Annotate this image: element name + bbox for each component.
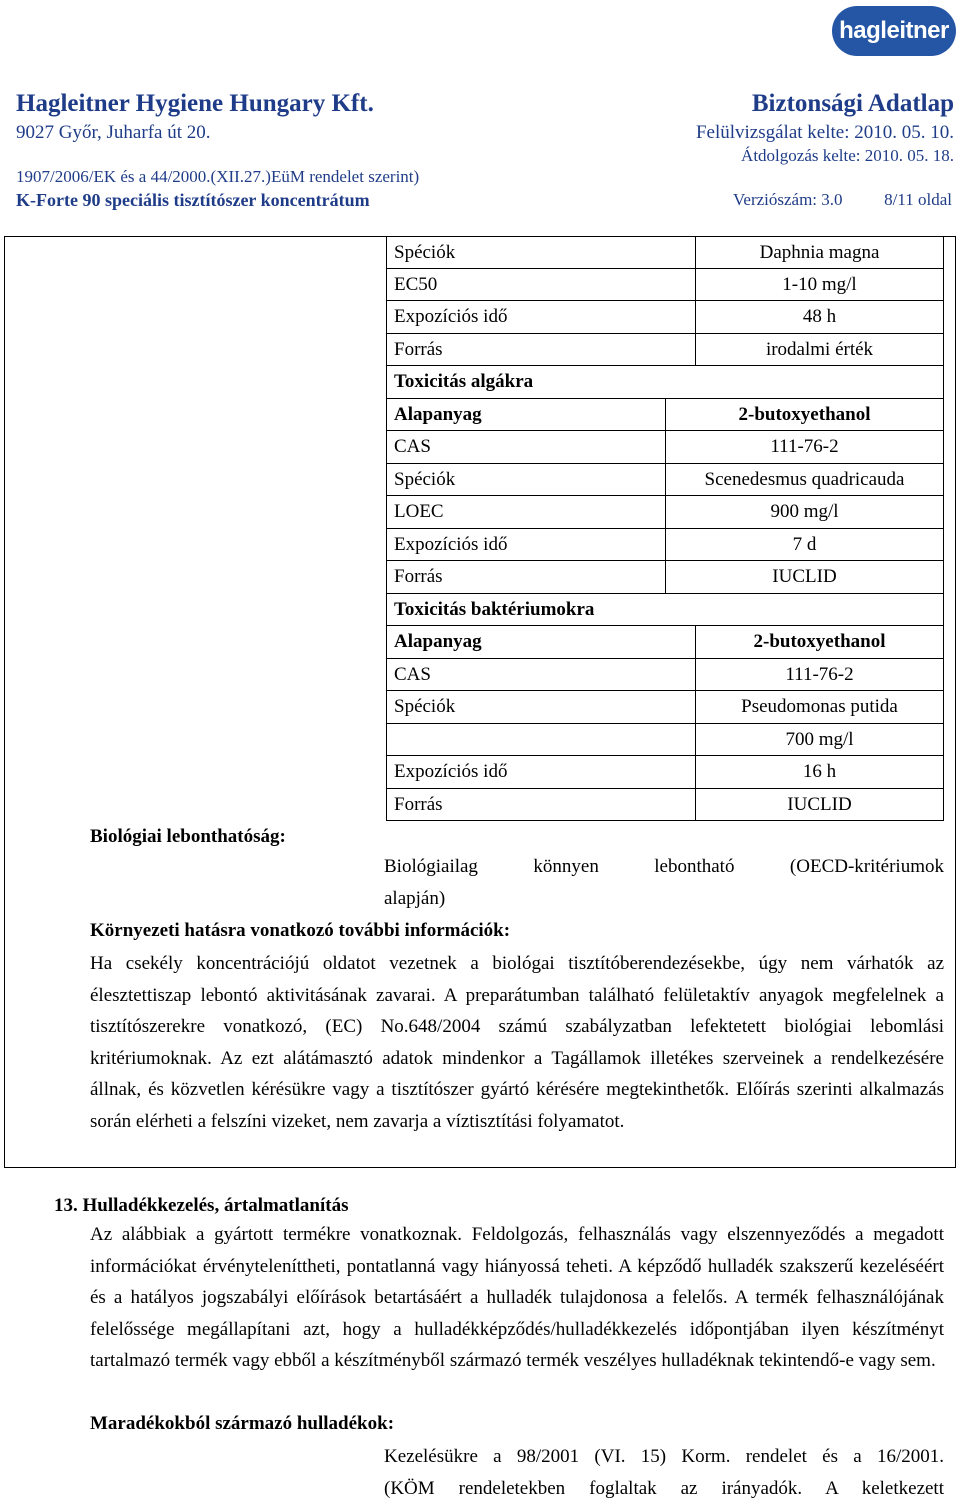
row-key: Forrás xyxy=(394,793,443,815)
row-value: IUCLID xyxy=(665,561,943,593)
environmental-info-text: Ha csekély koncentrációjú oldatot vezetnek a biológai tisztítóberendezésekbe, úgy nem várhatók az élesztettiszap lebontó aktivitásának zavarai. A preparátumban található felületaktív anyagok megfelelnek a tisztítószerekre vonatkozó, (EC) No.648/2004 számú szabályzatban lefektetett biológiai lebomlási kritériumoknak. Az ezt alátámasztó adatok mindenkor a Tagállamok illetékes szerveinek a rendelkezésére állnak, és közvetlen kérésükre vagy a tisztítószer gyártó kérésére megtekinthetők. Előírás szerinti alkalmazás során elérheti a felszíni vizeket, nem zavarja a víztisztítási folyamatot. xyxy=(90,953,944,1132)
row-value: irodalmi érték xyxy=(695,334,943,366)
product-name: K-Forte 90 speciális tisztítószer koncentrátum xyxy=(16,190,370,210)
row-key: Spéciók xyxy=(394,468,456,490)
environmental-info-label: Környezeti hatásra vonatkozó további információk: xyxy=(90,920,511,941)
table-row xyxy=(386,236,944,269)
table-row xyxy=(386,431,944,464)
row-value: 111-76-2 xyxy=(665,431,943,463)
row-value: 2-butoxyethanol xyxy=(695,626,943,658)
row-key: Spéciók xyxy=(394,242,456,263)
row-value: 900 mg/l xyxy=(665,496,943,528)
biodegradability-text-line1: Biológiailag könnyen lebontható (OECD-kritériumok xyxy=(384,856,944,877)
row-value: 111-76-2 xyxy=(695,659,943,691)
section-13-title: 13. Hulladékkezelés, ártalmatlanítás xyxy=(54,1195,349,1216)
table-subheader xyxy=(386,594,944,627)
residue-waste-line2: (KÖM rendeletekben foglaltak az irányadók. A keletkezett xyxy=(384,1477,944,1499)
residue-waste-label: Maradékokból származó hulladékok: xyxy=(90,1413,395,1434)
row-value: 48 h xyxy=(695,301,943,333)
row-value: 16 h xyxy=(695,756,943,788)
row-key xyxy=(387,724,695,756)
row-key: Expozíciós idő xyxy=(394,533,508,555)
company-address: 9027 Győr, Juharfa út 20. xyxy=(16,122,211,143)
page-number: 8/11 oldal xyxy=(884,190,952,209)
row-key: Expozíciós idő xyxy=(394,761,508,782)
row-key: Forrás xyxy=(394,566,443,587)
table-row xyxy=(386,724,944,757)
table-row xyxy=(386,464,944,497)
table-row xyxy=(386,529,944,562)
row-value: Daphnia magna xyxy=(695,237,943,268)
row-key: LOEC xyxy=(394,501,444,522)
version-number: Verziószám: 3.0 xyxy=(733,190,843,209)
biodegradability-label: Biológiai lebonthatóság: xyxy=(90,826,286,847)
biodegradability-text-line2: alapján) xyxy=(384,888,446,909)
row-key: CAS xyxy=(394,663,431,685)
table-row xyxy=(386,789,944,822)
row-value: Pseudomonas putida xyxy=(695,691,943,723)
row-key: Expozíciós idő xyxy=(394,306,508,327)
table-row xyxy=(386,691,944,724)
table-row xyxy=(386,269,944,302)
hagleitner-logo: hagleitner xyxy=(832,6,956,56)
table-row xyxy=(386,659,944,692)
row-key: Toxicitás algákra xyxy=(394,371,534,392)
regulation-reference: 1907/2006/EK és a 44/2000.(XII.27.)EüM rendelet szerint) xyxy=(16,167,420,186)
toxicity-table xyxy=(386,236,944,821)
row-key: EC50 xyxy=(394,273,438,295)
table-row xyxy=(386,626,944,659)
row-value: Scenedesmus quadricauda xyxy=(665,464,943,496)
row-value: 1-10 mg/l xyxy=(695,269,943,301)
table-row xyxy=(386,334,944,367)
row-key: Forrás xyxy=(394,338,443,360)
table-row xyxy=(386,561,944,594)
table-row xyxy=(386,756,944,789)
company-name: Hagleitner Hygiene Hungary Kft. xyxy=(16,90,374,117)
table-row xyxy=(386,496,944,529)
row-key: Toxicitás baktériumokra xyxy=(394,598,595,620)
residue-waste-text xyxy=(384,1441,944,1504)
row-key: Alapanyag xyxy=(394,403,482,425)
residue-waste-line1: Kezelésükre a 98/2001 (VI. 15) Korm. rendelet és a 16/2001. xyxy=(384,1446,944,1467)
row-value: 7 d xyxy=(665,529,943,561)
row-value: 2-butoxyethanol xyxy=(665,399,943,431)
rework-date: Átdolgozás kelte: 2010. 05. 18. xyxy=(741,146,954,165)
section-13-text: Az alábbiak a gyártott termékre vonatkoznak. Feldolgozás, felhasználás vagy elszennyeződés a megadott információkat érvényteleníttheti, pontatlanná vagy hiányossá teheti. A képződő hulladék szakszerű kezeléséért és a hatályos jogszabályi előírások betartásáért a hulladék tulajdonosa a felelős. A termék felhasználójának felelőssége megállapítani azt, hogy a hulladékképződés/hulladékkezelés időpontjában ilyen készítményt tartalmazó termék vagy ebből a készítményből származó termék veszélyes hulladéknak tekintendő-e vagy sem. xyxy=(90,1224,944,1371)
table-subheader xyxy=(386,366,944,399)
row-value: IUCLID xyxy=(695,789,943,821)
row-key: CAS xyxy=(394,436,431,457)
document-title: Biztonsági Adatlap xyxy=(751,90,954,117)
table-row xyxy=(386,399,944,432)
row-value: 700 mg/l xyxy=(695,724,943,756)
row-key: Spéciók xyxy=(394,696,456,717)
revision-date: Felülvizsgálat kelte: 2010. 05. 10. xyxy=(695,122,954,143)
row-key: Alapanyag xyxy=(394,631,482,652)
table-row xyxy=(386,301,944,334)
